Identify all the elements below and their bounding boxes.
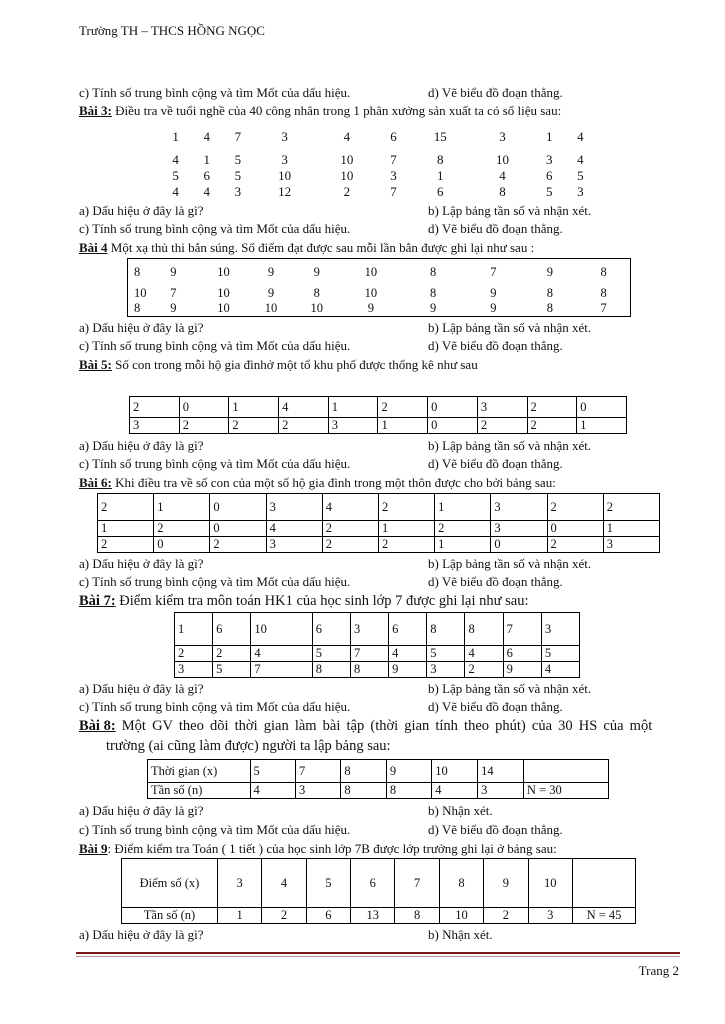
bai9-cell: 10: [439, 908, 483, 924]
bai3-row: [160, 168, 596, 184]
bai9-cell: 1: [217, 908, 261, 924]
bai6-cell: 2: [322, 521, 378, 537]
bai3-cell: 7: [390, 152, 397, 167]
bai6-cell: 2: [378, 494, 434, 521]
bai6-cell: 3: [491, 521, 547, 537]
bai7-cell: 3: [350, 613, 388, 646]
bai7-cell: 5: [213, 662, 251, 678]
bai5-cell: 2: [279, 418, 329, 434]
bai4-question-a: a) Dấu hiệu ở đây là gì?: [79, 320, 204, 335]
bai6-cell: 2: [547, 494, 603, 521]
bai3-cell: 3: [281, 129, 288, 144]
bai9-frequency-table: [121, 858, 636, 924]
bai7-text: Điểm kiểm tra môn toán HK1 của học sinh lớp 7 được ghi lại như sau:: [115, 593, 529, 609]
bai8-cell: 8: [341, 783, 386, 799]
bai4-cell: 10: [134, 286, 147, 300]
bai4-cell: 8: [546, 286, 553, 300]
bai7-cell: 2: [213, 646, 251, 662]
bai3-question-b: b) Lập bảng tần số và nhận xét.: [428, 203, 592, 218]
question-c: c) Tính số trung bình cộng và tìm Mốt của dấu hiệu.: [79, 85, 351, 100]
bai5-data-table: [129, 396, 627, 434]
bai5-cell: 2: [527, 418, 577, 434]
bai3-cell: 10: [496, 152, 510, 167]
bai9-cell: 2: [484, 908, 528, 924]
bai3-row: [160, 152, 596, 168]
page-header: Trường TH – THCS HỒNG NGỌC: [79, 23, 265, 38]
bai6-row: [98, 494, 660, 521]
bai7-question-c: c) Tính số trung bình cộng và tìm Mốt của dấu hiệu.: [79, 699, 351, 714]
bai4-row: [128, 301, 631, 317]
bai7-heading: [79, 593, 528, 610]
bai4-cell: 8: [430, 265, 437, 279]
bai7-cell: 8: [312, 662, 350, 678]
bai5-cell: 4: [279, 397, 329, 418]
bai3-cell: 1: [437, 168, 444, 183]
bai8-cell: 7: [295, 760, 340, 783]
bai4-cell: 10: [364, 265, 378, 279]
bai6-cell: 2: [435, 521, 491, 537]
bai4-cell: 8: [134, 265, 141, 279]
bai3-cell: 5: [546, 184, 553, 199]
bai6-cell: 1: [98, 521, 154, 537]
bai4-question-b: b) Lập bảng tần số và nhận xét.: [428, 320, 592, 335]
bai7-cell: 4: [251, 646, 312, 662]
bai4-cell: 10: [217, 265, 230, 279]
bai5-cell: 2: [477, 418, 527, 434]
footer-rule-thin: [76, 956, 680, 957]
bai3-cell: 6: [546, 168, 553, 183]
bai4-cell: 10: [310, 301, 323, 315]
bai9-cell: [572, 859, 635, 908]
bai6-cell: 4: [322, 494, 378, 521]
bai3-cell: 10: [278, 168, 292, 183]
bai6-heading: [79, 475, 556, 490]
bai3-cell: 15: [433, 129, 447, 144]
bai4-cell: 9: [313, 265, 320, 279]
bai6-cell: 0: [491, 537, 547, 553]
bai9-cell: 4: [262, 859, 306, 908]
bai6-cell: 0: [154, 537, 210, 553]
bai7-cell: 2: [465, 662, 503, 678]
bai5-cell: 2: [229, 418, 279, 434]
bai6-cell: 3: [603, 537, 659, 553]
bai8-question-c: c) Tính số trung bình cộng và tìm Mốt của dấu hiệu.: [79, 822, 351, 837]
bai8-row: [148, 760, 609, 783]
bai7-cell: 6: [312, 613, 350, 646]
bai4-cell: 9: [367, 301, 374, 315]
bai7-cell: 4: [541, 662, 579, 678]
bai6-title: Bài 6:: [79, 475, 112, 490]
bai5-cell: 1: [577, 418, 627, 434]
bai8-cell: 9: [386, 760, 431, 783]
bai4-cell: 9: [490, 301, 497, 315]
bai6-cell: 2: [98, 537, 154, 553]
bai5-row: [130, 418, 627, 434]
bai7-row: [175, 613, 580, 646]
bai5-cell: 3: [328, 418, 378, 434]
bai7-cell: 9: [503, 662, 541, 678]
bai6-row: [98, 537, 660, 553]
question-d: d) Vẽ biểu đồ đoạn thẳng.: [428, 85, 563, 100]
bai8-cell: 3: [295, 783, 340, 799]
bai6-cell: 2: [378, 537, 434, 553]
bai4-title: Bài 4: [79, 240, 108, 255]
bai9-cell: 5: [306, 859, 350, 908]
bai3-cell: 4: [172, 184, 179, 199]
bai3-cell: 4: [172, 152, 179, 167]
bai8-text-1: Một GV theo dõi thời gian làm bài tập (thời gian tính theo phút) của 30 HS của một: [115, 718, 653, 734]
bai7-cell: 6: [503, 646, 541, 662]
bai8-cell: 14: [478, 760, 524, 783]
bai3-question-a: a) Dấu hiệu ở đây là gì?: [79, 203, 204, 218]
bai3-cell: 5: [577, 168, 584, 183]
bai7-row: [175, 646, 580, 662]
bai7-cell: 1: [175, 613, 213, 646]
bai4-data-table: [127, 258, 631, 317]
bai6-cell: 1: [435, 537, 491, 553]
bai9-row: [122, 908, 636, 924]
bai3-cell: 5: [234, 168, 242, 183]
bai4-text: Một xạ thủ thi bắn súng. Số điểm đạt được sau mỗi lần bắn được ghi lại như sau :: [107, 240, 535, 255]
bai3-cell: 3: [281, 152, 288, 167]
bai5-question-a: a) Dấu hiệu ở đây là gì?: [79, 438, 204, 453]
bai6-cell: 2: [603, 494, 659, 521]
bai7-question-a: a) Dấu hiệu ở đây là gì?: [79, 681, 204, 696]
bai7-cell: 10: [251, 613, 312, 646]
bai3-cell: 3: [546, 152, 553, 167]
bai7-question-b: b) Lập bảng tần số và nhận xét.: [428, 681, 592, 696]
bai3-cell: 4: [343, 129, 351, 144]
bai5-title: Bài 5:: [79, 357, 112, 372]
bai4-cell: 8: [600, 286, 607, 300]
bai7-cell: 8: [350, 662, 388, 678]
bai3-row: [160, 122, 596, 152]
bai6-cell: 3: [491, 494, 547, 521]
bai3-data-table: [160, 122, 596, 200]
bai3-cell: 4: [203, 184, 210, 199]
bai7-cell: 7: [350, 646, 388, 662]
bai4-cell: 10: [217, 286, 230, 300]
bai9-text: : Điểm kiểm tra Toán ( 1 tiết ) của học sinh lớp 7B được lớp trưởng ghi lại ở bảng sau:: [107, 841, 557, 856]
bai8-cell: 3: [478, 783, 524, 799]
bai6-cell: 2: [154, 521, 210, 537]
bai4-cell: 7: [490, 265, 497, 279]
bai5-cell: 0: [577, 397, 627, 418]
bai6-cell: 1: [603, 521, 659, 537]
bai8-cell: 10: [432, 760, 478, 783]
bai4-cell: 9: [170, 301, 177, 315]
bai4-question-d: d) Vẽ biểu đồ đoạn thẳng.: [428, 338, 563, 353]
bai9-cell: 6: [351, 859, 395, 908]
bai4-cell: 9: [430, 301, 437, 315]
bai3-cell: 4: [577, 129, 584, 144]
bai3-heading: [79, 103, 561, 118]
bai5-question-c: c) Tính số trung bình cộng và tìm Mốt của dấu hiệu.: [79, 456, 351, 471]
bai6-question-a: a) Dấu hiệu ở đây là gì?: [79, 556, 204, 571]
bai7-cell: 3: [427, 662, 465, 678]
bai7-cell: 7: [251, 662, 312, 678]
bai4-cell: 9: [267, 265, 275, 279]
bai6-cell: 2: [98, 494, 154, 521]
bai8-title: Bài 8:: [79, 718, 116, 734]
bai9-cell: 7: [395, 859, 439, 908]
bai9-cell: 2: [262, 908, 306, 924]
bai5-row: [130, 397, 627, 418]
bai8-row: [148, 783, 609, 799]
bai6-cell: 2: [210, 537, 266, 553]
bai4-cell: 7: [170, 286, 177, 300]
bai3-cell: 1: [546, 129, 553, 144]
bai4-cell: 8: [134, 301, 141, 315]
bai5-cell: 2: [378, 397, 428, 418]
bai8-frequency-table: [147, 759, 609, 799]
bai3-cell: 10: [340, 168, 354, 183]
bai9-cell: 3: [217, 859, 261, 908]
bai3-cell: 3: [234, 184, 242, 199]
bai5-heading: [79, 357, 478, 372]
bai9-row-label: Tần số (n): [122, 908, 218, 924]
bai3-cell: 4: [203, 129, 210, 144]
bai4-cell: 8: [546, 301, 553, 315]
bai4-cell: 8: [600, 265, 607, 279]
bai4-cell: 9: [546, 265, 553, 279]
bai3-question-d: d) Vẽ biểu đồ đoạn thẳng.: [428, 221, 563, 236]
bai8-question-a: a) Dấu hiệu ở đây là gì?: [79, 803, 204, 818]
bai4-cell: 10: [264, 301, 278, 315]
bai4-heading: [79, 240, 534, 255]
bai4-cell: 10: [217, 301, 230, 315]
bai9-cell: 6: [306, 908, 350, 924]
bai5-cell: 0: [179, 397, 229, 418]
bai9-cell: 8: [395, 908, 439, 924]
bai6-cell: 0: [210, 494, 266, 521]
bai9-question-a: a) Dấu hiệu ở đây là gì?: [79, 927, 204, 942]
bai7-cell: 8: [427, 613, 465, 646]
bai4-cell: 8: [313, 286, 320, 300]
bai5-cell: 2: [527, 397, 577, 418]
footer-rule: [76, 952, 680, 954]
bai8-row-label: Thời gian (x): [148, 760, 251, 783]
bai6-cell: 3: [266, 537, 322, 553]
bai7-cell: 4: [389, 646, 427, 662]
bai3-cell: 6: [437, 184, 444, 199]
bai7-cell: 7: [503, 613, 541, 646]
bai5-cell: 0: [428, 397, 478, 418]
bai7-cell: 6: [213, 613, 251, 646]
bai7-cell: 8: [465, 613, 503, 646]
bai3-text: Điều tra về tuổi nghề của 40 công nhân trong 1 phân xưởng sản xuất ta có số liệu sau:: [111, 103, 562, 118]
bai3-cell: 7: [390, 184, 397, 199]
bai3-row: [160, 184, 596, 200]
bai6-cell: 4: [266, 521, 322, 537]
bai6-cell: 2: [547, 537, 603, 553]
bai8-text-2: trường (ai cũng làm được) người ta lập bảng sau:: [106, 738, 391, 754]
bai6-cell: 1: [154, 494, 210, 521]
bai5-cell: 1: [378, 418, 428, 434]
bai6-question-d: d) Vẽ biểu đồ đoạn thẳng.: [428, 574, 563, 589]
bai5-cell: 0: [428, 418, 478, 434]
bai9-cell: 8: [439, 859, 483, 908]
bai6-question-c: c) Tính số trung bình cộng và tìm Mốt của dấu hiệu.: [79, 574, 351, 589]
bai9-row: [122, 859, 636, 908]
bai9-cell: N = 45: [572, 908, 635, 924]
bai4-cell: 8: [430, 286, 437, 300]
bai9-cell: 9: [484, 859, 528, 908]
bai7-cell: 4: [465, 646, 503, 662]
bai5-question-b: b) Lập bảng tần số và nhận xét.: [428, 438, 592, 453]
bai3-cell: 8: [499, 184, 506, 199]
bai7-row: [175, 662, 580, 678]
bai9-cell: 13: [351, 908, 395, 924]
bai4-cell: 9: [170, 265, 177, 279]
bai7-cell: 9: [389, 662, 427, 678]
bai3-cell: 1: [172, 129, 179, 144]
bai3-cell: 2: [343, 184, 351, 199]
bai3-cell: 6: [390, 129, 397, 144]
bai6-row: [98, 521, 660, 537]
bai6-cell: 3: [266, 494, 322, 521]
bai9-cell: 10: [528, 859, 572, 908]
bai9-title: Bài 9: [79, 841, 108, 856]
bai3-cell: 5: [172, 168, 179, 183]
bai9-heading: [79, 841, 557, 856]
bai8-question-b: b) Nhận xét.: [428, 803, 493, 818]
bai8-row-label: Tần số (n): [148, 783, 251, 799]
bai5-cell: 1: [328, 397, 378, 418]
bai5-cell: 3: [130, 418, 180, 434]
bai7-cell: 2: [175, 646, 213, 662]
bai3-cell: 3: [577, 184, 584, 199]
bai8-cell: N = 30: [523, 783, 608, 799]
page-number: Trang 2: [638, 963, 679, 978]
bai7-data-table: [174, 612, 580, 678]
bai5-cell: 2: [130, 397, 180, 418]
bai5-question-d: d) Vẽ biểu đồ đoạn thẳng.: [428, 456, 563, 471]
bai3-cell: 12: [278, 184, 292, 199]
bai4-row: [128, 286, 631, 301]
bai8-heading: [79, 718, 679, 735]
bai6-cell: 1: [435, 494, 491, 521]
bai7-title: Bài 7:: [79, 593, 116, 609]
bai6-cell: 0: [547, 521, 603, 537]
bai5-text: Số con trong mỗi hộ gia đìnhở một tổ khu phố được thống kê như sau: [111, 357, 478, 372]
bai4-cell: 10: [364, 286, 378, 300]
bai5-cell: 3: [477, 397, 527, 418]
bai6-cell: 1: [378, 521, 434, 537]
bai3-cell: 4: [499, 168, 506, 183]
bai7-cell: 6: [389, 613, 427, 646]
bai3-question-c: c) Tính số trung bình cộng và tìm Mốt của dấu hiệu.: [79, 221, 351, 236]
bai3-cell: 10: [340, 152, 354, 167]
bai3-cell: 1: [203, 152, 210, 167]
bai8-cell: 4: [432, 783, 478, 799]
bai5-cell: 1: [229, 397, 279, 418]
bai9-cell: 3: [528, 908, 572, 924]
bai6-cell: 2: [322, 537, 378, 553]
bai8-cell: [523, 760, 608, 783]
bai6-text: Khi điều tra về số con của một số hộ gia đình trong một thôn được cho bởi bảng sau:: [111, 475, 556, 490]
bai8-cell: 5: [250, 760, 295, 783]
bai4-question-c: c) Tính số trung bình cộng và tìm Mốt của dấu hiệu.: [79, 338, 351, 353]
bai7-cell: 5: [541, 646, 579, 662]
bai9-row-label: Điểm số (x): [122, 859, 218, 908]
bai3-title: Bài 3:: [79, 103, 112, 118]
bai4-cell: 7: [600, 301, 607, 315]
bai5-cell: 2: [179, 418, 229, 434]
bai3-cell: 3: [499, 129, 506, 144]
bai3-cell: 3: [390, 168, 397, 183]
bai6-question-b: b) Lập bảng tần số và nhận xét.: [428, 556, 592, 571]
bai3-cell: 6: [203, 168, 210, 183]
bai3-cell: 4: [577, 152, 584, 167]
bai8-cell: 4: [250, 783, 295, 799]
bai6-data-table: [97, 493, 660, 553]
bai7-cell: 5: [312, 646, 350, 662]
bai3-cell: 7: [234, 129, 242, 144]
bai7-question-d: d) Vẽ biểu đồ đoạn thẳng.: [428, 699, 563, 714]
bai9-question-b: b) Nhận xét.: [428, 927, 493, 942]
bai8-cell: 8: [341, 760, 386, 783]
bai4-cell: 9: [490, 286, 497, 300]
bai7-cell: 3: [541, 613, 579, 646]
bai3-cell: 5: [234, 152, 242, 167]
bai8-cell: 8: [386, 783, 431, 799]
bai7-cell: 3: [175, 662, 213, 678]
bai3-cell: 8: [437, 152, 444, 167]
bai8-question-d: d) Vẽ biểu đồ đoạn thẳng.: [428, 822, 563, 837]
bai4-row: [128, 259, 631, 287]
bai6-cell: 0: [210, 521, 266, 537]
bai4-cell: 9: [267, 286, 275, 300]
bai7-cell: 5: [427, 646, 465, 662]
